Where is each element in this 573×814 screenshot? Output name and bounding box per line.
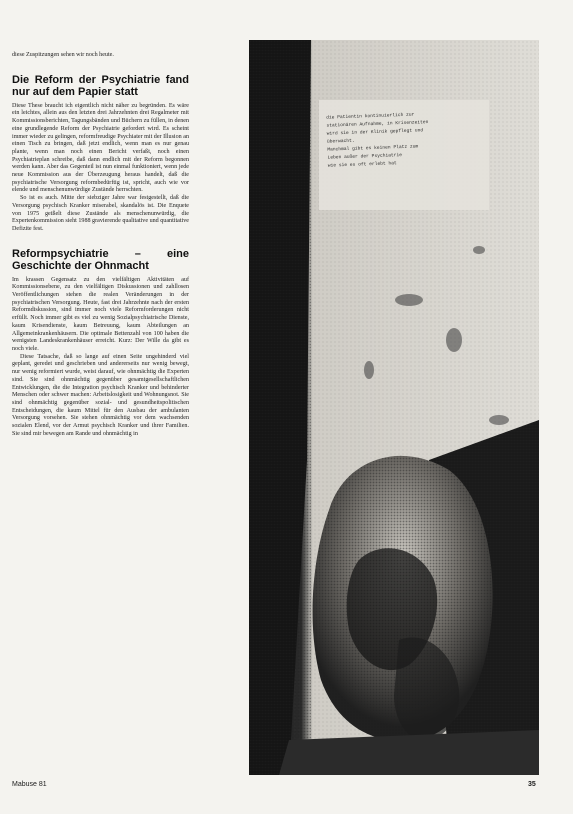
continuation-text: diese Zuspitzungen sehen wir noch heute. bbox=[12, 52, 114, 58]
crouching-figure bbox=[313, 456, 493, 741]
article-column bbox=[12, 52, 189, 438]
page-number: 35 bbox=[528, 781, 536, 788]
article-photo bbox=[249, 40, 539, 775]
body-paragraph: Diese These braucht ich eigentlich nicht näher zu begründen. Es wäre ein leichtes, allein aus den letzten drei Jahrzehnten drei Regalmeter mit Kommissionsberichten, Tagungsbänden und Büchern zu füllen, in denen eine grundlegende Reform der Psychiatrie gefordert wird. Es scheint immer wieder zu gelingen, reformfreudige Psychiater mit der Illusion an einen Tisch zu bringen, daß jetzt endlich, wenn man es nur genau plante, wenn man noch einen Bericht verfaßt, noch einen Psychiatrieplan schreibe, daß dann endlich mit der Reform begonnen werden kann. Aber das Gegenteil ist nun einmal funktioniert, wenn jede neue Kommission aus der Überzeugung heraus handelt, daß die psychiatrische Versorgung reformbedürftig ist, spricht, auch wie vor elende und menschenunwürdige Zustände herrschten. bbox=[12, 102, 189, 194]
body-paragraph: Diese Tatsache, daß so lange auf einen Seite ungehinderd viel geplant, geredet und geschrieben und andererseits nur wenig bewegt, nur wenig reformiert wurde, weist darauf, wie ohnmächtig die Experten sind. Sie sind ohnmächtig gegenüber gesamtgesellschaftlichen Entwicklungen, die die Integration psychisch Kranker und behinderter Menschen oder schwer machen: Arbeitslosigkeit und Wohnungsnot. Sie sind ohnmächtig gegenüber sozial- und gesundheitspolitischen Entscheidungen, die kaum Mittel für den Ausbau der ambulanten Versorgung vorsehen. Sie stehen ohnmächtig vor dem wachsenden sozialen Elend, vor der Armut psychisch Kranker und ihrer Familien. Sie sind mir bewegen am Rande und ohnmächtig in bbox=[12, 353, 189, 437]
section-heading: Reformpsychiatrie – eine Geschichte der Ohnmacht bbox=[12, 247, 189, 272]
photo-wall-text: die Patientin kontinuierlich zur stationären Aufnahme, in Krisenzeiten wird sie in der Klinik gepflegt und überwacht. Manchmal gibt es keinen Platz zum Leben außer der Psychiatrie wie sie es oft erlebt hat bbox=[326, 112, 429, 169]
body-paragraph: So ist es auch. Mitte der siebziger Jahre war festgestellt, daß die Versorgung psychisch Kranker miserabel, skandalös ist. Die Enquete von 1975 geißelt diese Zustände als menschenunwürdig, die Expertenkommission sieht 1988 gravierende qualitative und quantitative Defizite fest. bbox=[12, 195, 190, 232]
body-paragraph: Im krassen Gegensatz zu den vielfältigen Aktivitäten auf Kommissionsebene, zu den vielfältigen Diskussionen und zahllosen Veröffentlichungen stehen die realen Veränderungen in der psychiatrischen Versorgung. Heute, fast drei Jahrzehnte nach der ersten Reformdiskussion, sind immer noch viele Reformforderungen nicht erfüllt. Noch immer gibt es viel zu wenig Sozialpsychiatrische Dienste, kaum Krisendienste, kaum Betreuung, kaum Abteilungen an Allgemeinkrankenhäusern. Die optimale Bettenzahl von 100 haben die wenigsten Landeskrankenhäuser erreicht. Kurz: Der Wille da gibt es noch viele. bbox=[12, 276, 189, 352]
footer-publication: Mabuse 81 bbox=[12, 781, 47, 788]
section-heading: Die Reform der Psychiatrie fand nur auf dem Papier statt bbox=[12, 73, 189, 98]
